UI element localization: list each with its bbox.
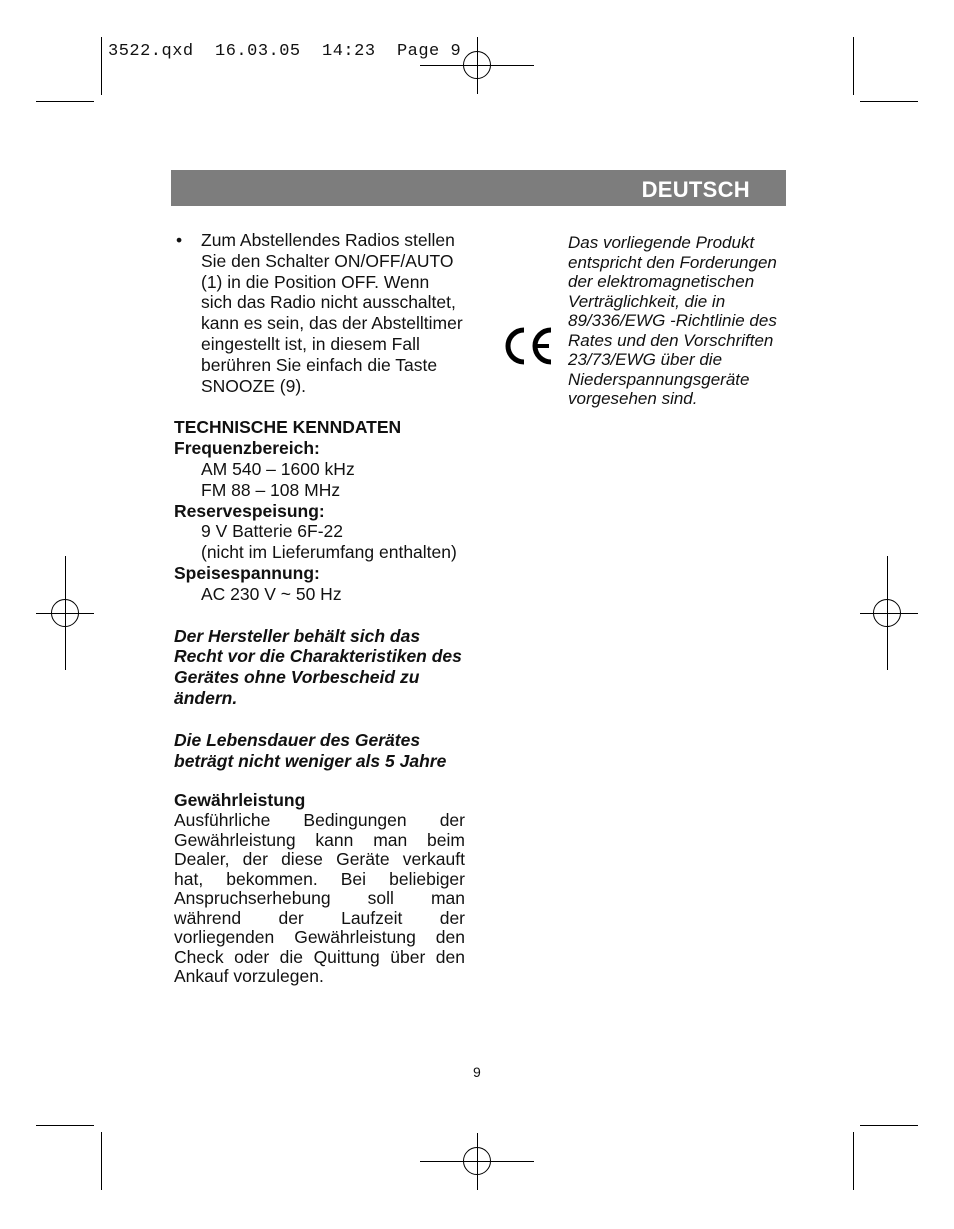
- reserve-label: Reservespeisung:: [174, 500, 325, 521]
- ce-conformity-text: Das vorliegende Produkt entspricht den Forderungen der elektromagnetischen Verträglichkeit, die in 89/336/EWG -Richtlinie des Rates und den Vorschriften 23/73/EWG über die Niederspannungsgeräte vorgesehen sind.: [568, 233, 777, 408]
- warranty-text: Ausführliche Bedingungen der Gewährleistung kann man beim Dealer, der diese Geräte verkauft hat, bekommen. Bei beliebiger Anspruchserhebung soll man während der Laufzeit der vorliegenden Gewährleistung den Check oder die Quittung über den Ankauf vorzulegen.: [174, 810, 465, 987]
- lifetime-notice: Die Lebensdauer des Gerätes beträgt nicht weniger als 5 Jahre: [174, 729, 447, 771]
- bullet-text: Zum Abstellendes Radios stellen Sie den Schalter ON/OFF/AUTO (1) in die Position OFF. Wenn sich das Radio nicht ausschaltet, kann es sein, das der Abstelltimer eingestellt ist, in diesem Fall berühren Sie einfach die Taste SNOOZE (9).: [201, 230, 463, 396]
- right-column: [568, 233, 788, 409]
- instruction-bullet: [174, 230, 465, 396]
- power-label: Speisespannung:: [174, 562, 320, 583]
- bullet-icon: •: [176, 230, 183, 250]
- manufacturer-notice: Der Hersteller behält sich das Recht vor die Charakteristiken des Gerätes ohne Vorbescheid zu ändern.: [174, 625, 462, 708]
- frequency-fm: FM 88 – 108 MHz: [201, 479, 341, 500]
- warranty-title: Gewährleistung: [174, 790, 306, 811]
- frequency-label: Frequenzbereich:: [174, 438, 320, 459]
- specs-title: TECHNISCHE KENNDATEN: [174, 417, 402, 438]
- file-slug: 3522.qxd 16.03.05 14:23 Page 9: [108, 42, 462, 61]
- language-header-bar: [171, 170, 786, 206]
- language-title: DEUTSCH: [641, 177, 750, 202]
- ce-mark-icon: [503, 326, 555, 366]
- frequency-am: AM 540 – 1600 kHz: [201, 458, 355, 479]
- left-column: [174, 230, 465, 987]
- page-number: 9: [473, 1064, 481, 1080]
- reserve-value: 9 V Batterie 6F-22: [201, 521, 344, 542]
- reserve-note: (nicht im Lieferumfang enthalten): [201, 542, 457, 563]
- power-value: AC 230 V ~ 50 Hz: [201, 583, 342, 604]
